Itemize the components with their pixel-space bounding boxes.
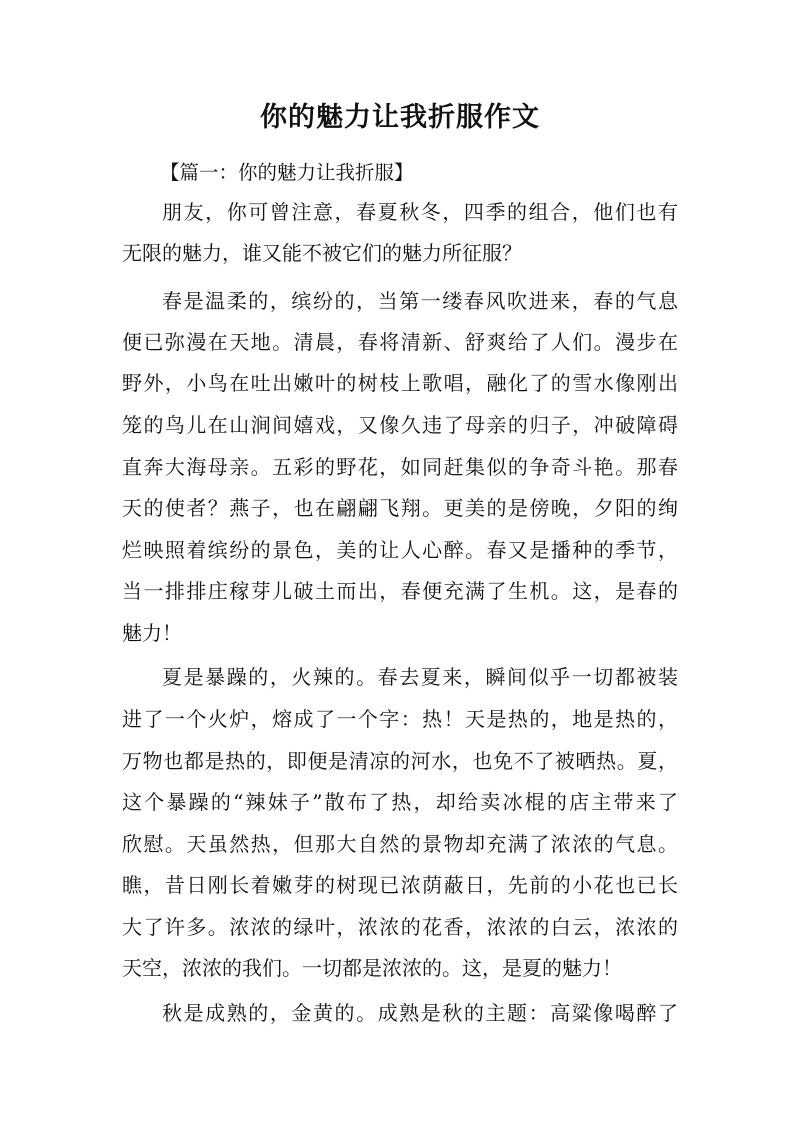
text-line: 天的使者？燕子，也在翩翩飞翔。更美的是傍晚，夕阳的绚 <box>122 496 678 520</box>
text-line: 野外，小鸟在吐出嫩叶的树枝上歌唱，融化了的雪水像刚出 <box>122 371 678 395</box>
text-line: 便已弥漫在天地。清晨，春将清新、舒爽给了人们。漫步在 <box>122 330 678 354</box>
section-heading: 【篇一：你的魅力让我折服】 <box>160 161 414 184</box>
text-line: 笼的鸟儿在山涧间嬉戏，又像久违了母亲的归子，冲破障碍 <box>122 413 678 437</box>
text-line: 万物也都是热的，即便是清凉的河水，也免不了被晒热。夏， <box>122 749 678 773</box>
text-line: 夏是暴躁的，火辣的。春去夏来，瞬间似乎一切都被装 <box>162 665 678 689</box>
text-line: 魅力！ <box>122 621 182 645</box>
text-line: 直奔大海母亲。五彩的野花，如同赶集似的争奇斗艳。那春 <box>122 455 678 479</box>
text-line: 无限的魅力，谁又能不被它们的魅力所征服？ <box>122 241 522 265</box>
text-line: 当一排排庄稼芽儿破土而出，春便充满了生机。这，是春的 <box>122 579 678 603</box>
text-line: 天空，浓浓的我们。一切都是浓浓的。这，是夏的魅力！ <box>122 956 622 980</box>
text-line: 这个暴躁的“辣妹子”散布了热，却给卖冰棍的店主带来了 <box>122 790 678 814</box>
document-title: 你的魅力让我折服作文 <box>260 102 540 133</box>
text-line: 烂映照着缤纷的景色，美的让人心醉。春又是播种的季节， <box>122 538 678 562</box>
text-line: 大了许多。浓浓的绿叶，浓浓的花香，浓浓的白云，浓浓的 <box>122 915 678 939</box>
text-line: 秋是成熟的，金黄的。成熟是秋的主题：高粱像喝醉了 <box>162 1001 678 1025</box>
text-line: 进了一个火炉，熔成了一个字：热！天是热的，地是热的， <box>122 707 678 731</box>
text-line: 朋友，你可曾注意，春夏秋冬，四季的组合，他们也有 <box>162 200 678 224</box>
text-line: 春是温柔的，缤纷的，当第一缕春风吹进来，春的气息 <box>162 289 678 313</box>
text-line: 瞧，昔日刚长着嫩芽的树现已浓荫蔽日，先前的小花也已长 <box>122 873 678 897</box>
text-line: 欣慰。天虽然热，但那大自然的景物却充满了浓浓的气息。 <box>122 832 678 856</box>
